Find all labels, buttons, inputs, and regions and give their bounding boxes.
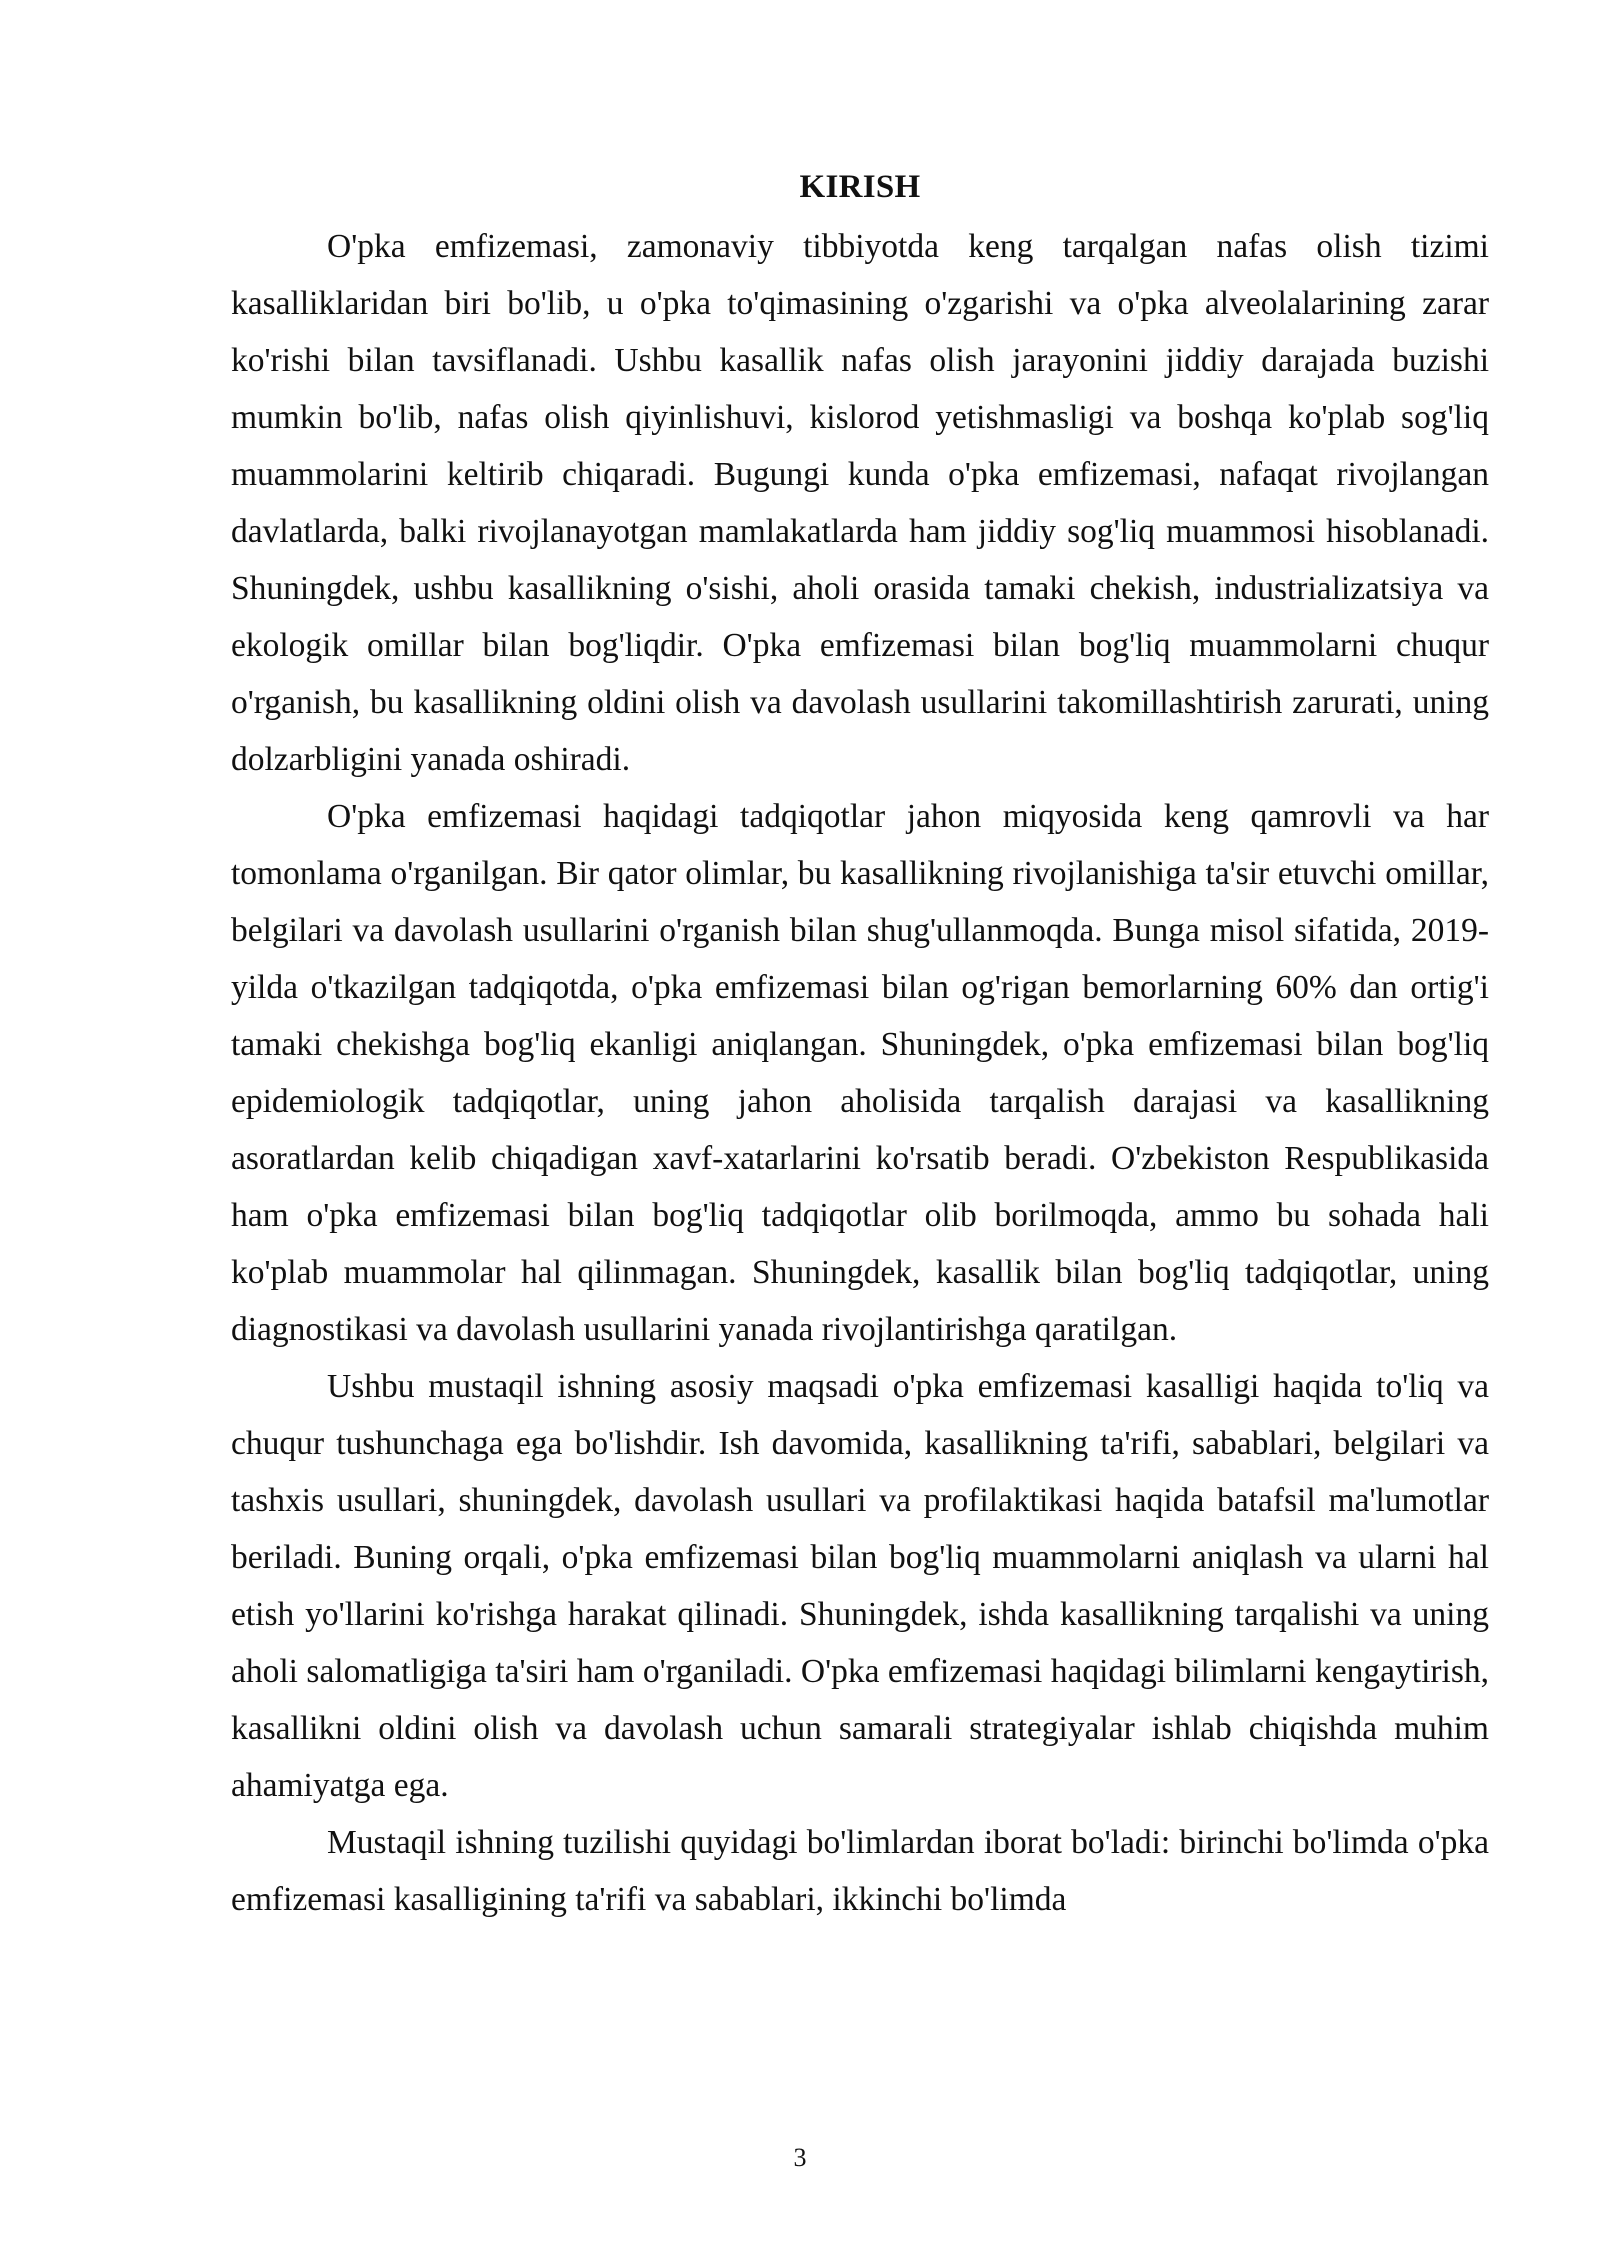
paragraph-3: Ushbu mustaqil ishning asosiy maqsadi o'pka emfizemasi kasalligi haqida to'liq va chuqur tushunchaga ega bo'lishdir. Ish davomida, kasallikning ta'rifi, sabablari, belgilari va tashxis usullari, shuningdek, davolash usullari va profilaktikasi haqida batafsil ma'lumotlar beriladi. Buning orqali, o'pka emfizemasi bilan bog'liq muammolarni aniqlash va ularni hal etish yo'llarini ko'rishga harakat qilinadi. Shuningdek, ishda kasallikning tarqalishi va uning aholi salomatligiga ta'siri ham o'rganiladi. O'pka emfizemasi haqidagi bilimlarni kengaytirish, kasallikni oldini olish va davolash uchun samarali strategiyalar ishlab chiqishda muhim ahamiyatga ega.	[231, 1368, 1489, 1804]
paragraph-1: O'pka emfizemasi, zamonaviy tibbiyotda keng tarqalgan nafas olish tizimi kasalliklaridan biri bo'lib, u o'pka to'qimasining o'zgarishi va o'pka alveolalarining zarar ko'rishi bilan tavsiflanadi. Ushbu kasallik nafas olish jarayonini jiddiy darajada buzishi mumkin bo'lib, nafas olish qiyinlishuvi, kislorod yetishmasligi va boshqa ko'plab sog'liq muammolarini keltirib chiqaradi. Bugungi kunda o'pka emfizemasi, nafaqat rivojlangan davlatlarda, balki rivojlanayotgan mamlakatlarda ham jiddiy sog'liq muammosi hisoblanadi. Shuningdek, ushbu kasallikning o'sishi, aholi orasida tamaki chekish, industrializatsiya va ekologik omillar bilan bog'liqdir. O'pka emfizemasi bilan bog'liq muammolarni chuqur o'rganish, bu kasallikning oldini olish va davolash usullarini takomillashtirish zarurati, uning dolzarbligini yanada oshiradi.	[231, 228, 1489, 778]
page-content	[231, 164, 1489, 1928]
section-heading: KIRISH	[799, 169, 921, 205]
paragraph-4: Mustaqil ishning tuzilishi quyidagi bo'limlardan iborat bo'ladi: birinchi bo'limda o'pka emfizemasi kasalligining ta'rifi va sabablari, ikkinchi bo'limda	[231, 1824, 1489, 1918]
page-number: 3	[793, 2143, 807, 2172]
paragraph-2: O'pka emfizemasi haqidagi tadqiqotlar jahon miqyosida keng qamrovli va har tomonlama o'rganilgan. Bir qator olimlar, bu kasallikning rivojlanishiga ta'sir etuvchi omillar, belgilari va davolash usullarini o'rganish bilan shug'ullanmoqda. Bunga misol sifatida, 2019-yilda o'tkazilgan tadqiqotda, o'pka emfizemasi bilan og'rigan bemorlarning 60% dan ortig'i tamaki chekishga bog'liq ekanligi aniqlangan. Shuningdek, o'pka emfizemasi bilan bog'liq epidemiologik tadqiqotlar, uning jahon aholisida tarqalish darajasi va kasallikning asoratlardan kelib chiqadigan xavf-xatarlarini ko'rsatib beradi. O'zbekiston Respublikasida ham o'pka emfizemasi bilan bog'liq tadqiqotlar olib borilmoqda, ammo bu sohada hali ko'plab muammolar hal qilinmagan. Shuningdek, kasallik bilan bog'liq tadqiqotlar, uning diagnostikasi va davolash usullarini yanada rivojlantirishga qaratilgan.	[231, 798, 1489, 1348]
